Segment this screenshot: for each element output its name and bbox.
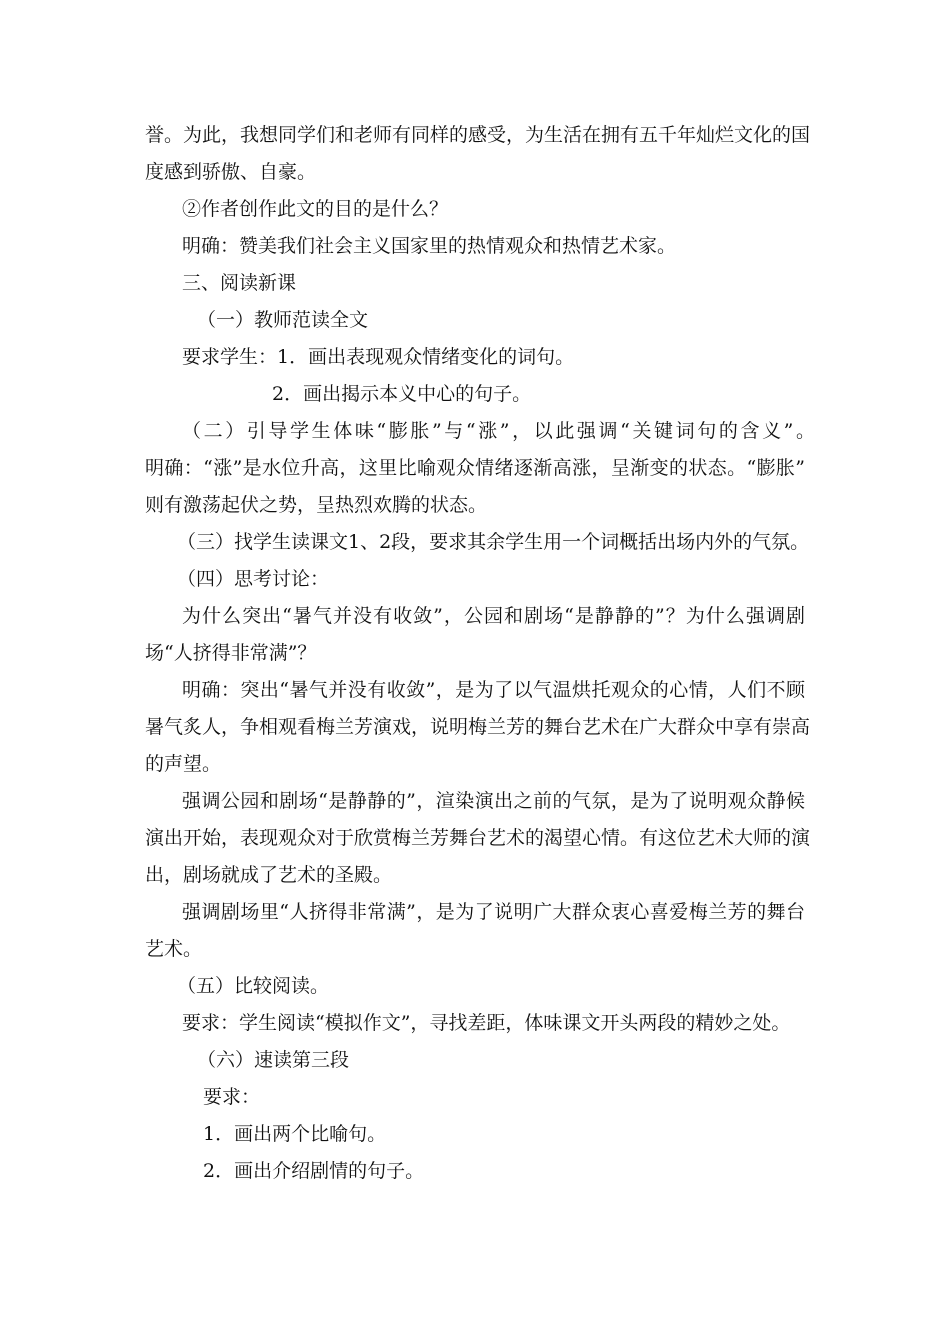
subsection-heading: （一）教师范读全文 xyxy=(197,309,369,331)
question-line: 场“人挤得非常满”？ xyxy=(145,642,317,664)
answer-line: 暑气炙人，争相观看梅兰芳演戏，说明梅兰芳的舞台艺术在广大群众中享有崇高 xyxy=(145,716,811,738)
paragraph-line: 强调剧场里“人挤得非常满”，是为了说明广大群众衷心喜爱梅兰芳的舞台 xyxy=(182,901,805,923)
paragraph-line: 强调公园和剧场“是静静的”，渲染演出之前的气氛，是为了说明观众静候 xyxy=(182,790,805,812)
paragraph-line: 艺术。 xyxy=(145,938,203,960)
subsection-heading: （六）速读第三段 xyxy=(197,1049,350,1071)
requirement-line: 要求：学生阅读“模拟作文”，寻找差距，体味课文开头两段的精妙之处。 xyxy=(182,1012,791,1034)
paragraph-line: 则有激荡起伏之势，呈热烈欢腾的状态。 xyxy=(145,494,488,516)
requirement-line: 1．画出两个比喻句。 xyxy=(203,1123,387,1145)
requirement-line: 要求学生：1．画出表现观众情绪变化的词句。 xyxy=(182,346,575,368)
paragraph-line: 出，剧场就成了艺术的圣殿。 xyxy=(145,864,393,886)
question-line: 为什么突出“暑气并没有收敛”，公园和剧场“是静静的”？为什么强调剧 xyxy=(182,605,805,627)
paragraph-line: 演出开始，表现观众对于欣赏梅兰芳舞台艺术的渴望心情。有这位艺术大师的演 xyxy=(145,827,811,849)
answer-line: 明确：突出“暑气并没有收敛”，是为了以气温烘托观众的心情，人们不顾 xyxy=(182,679,805,701)
subsection-heading: （五）比较阅读。 xyxy=(177,975,330,997)
answer-line: 明确：赞美我们社会主义国家里的热情观众和热情艺术家。 xyxy=(182,235,677,257)
answer-line: 的声望。 xyxy=(145,753,222,775)
answer-line: 明确：“涨”是水位升高，这里比喻观众情绪逐渐高涨，呈渐变的状态。“膨胀” xyxy=(145,457,805,479)
requirement-line: 2．画出揭示本义中心的句子。 xyxy=(272,383,532,405)
question-line: ②作者创作此文的目的是什么？ xyxy=(182,198,449,220)
paragraph-line: 度感到骄傲、自豪。 xyxy=(145,161,317,183)
body-text xyxy=(145,117,815,1190)
subsection-heading: （二）引导学生体味“膨胀”与“涨”，以此强调“关键词句的含义”。 xyxy=(182,420,815,442)
subsection-heading: （四）思考讨论： xyxy=(177,568,330,590)
paragraph-line: 誉。为此，我想同学们和老师有同样的感受，为生活在拥有五千年灿烂文化的国 xyxy=(145,124,811,146)
requirement-line: 2．画出介绍剧情的句子。 xyxy=(203,1160,425,1182)
requirement-label: 要求： xyxy=(203,1086,261,1108)
section-heading: 三、阅读新课 xyxy=(182,272,297,294)
subsection-heading: （三）找学生读课文1、2段，要求其余学生用一个词概括出场内外的气氛。 xyxy=(177,531,810,553)
